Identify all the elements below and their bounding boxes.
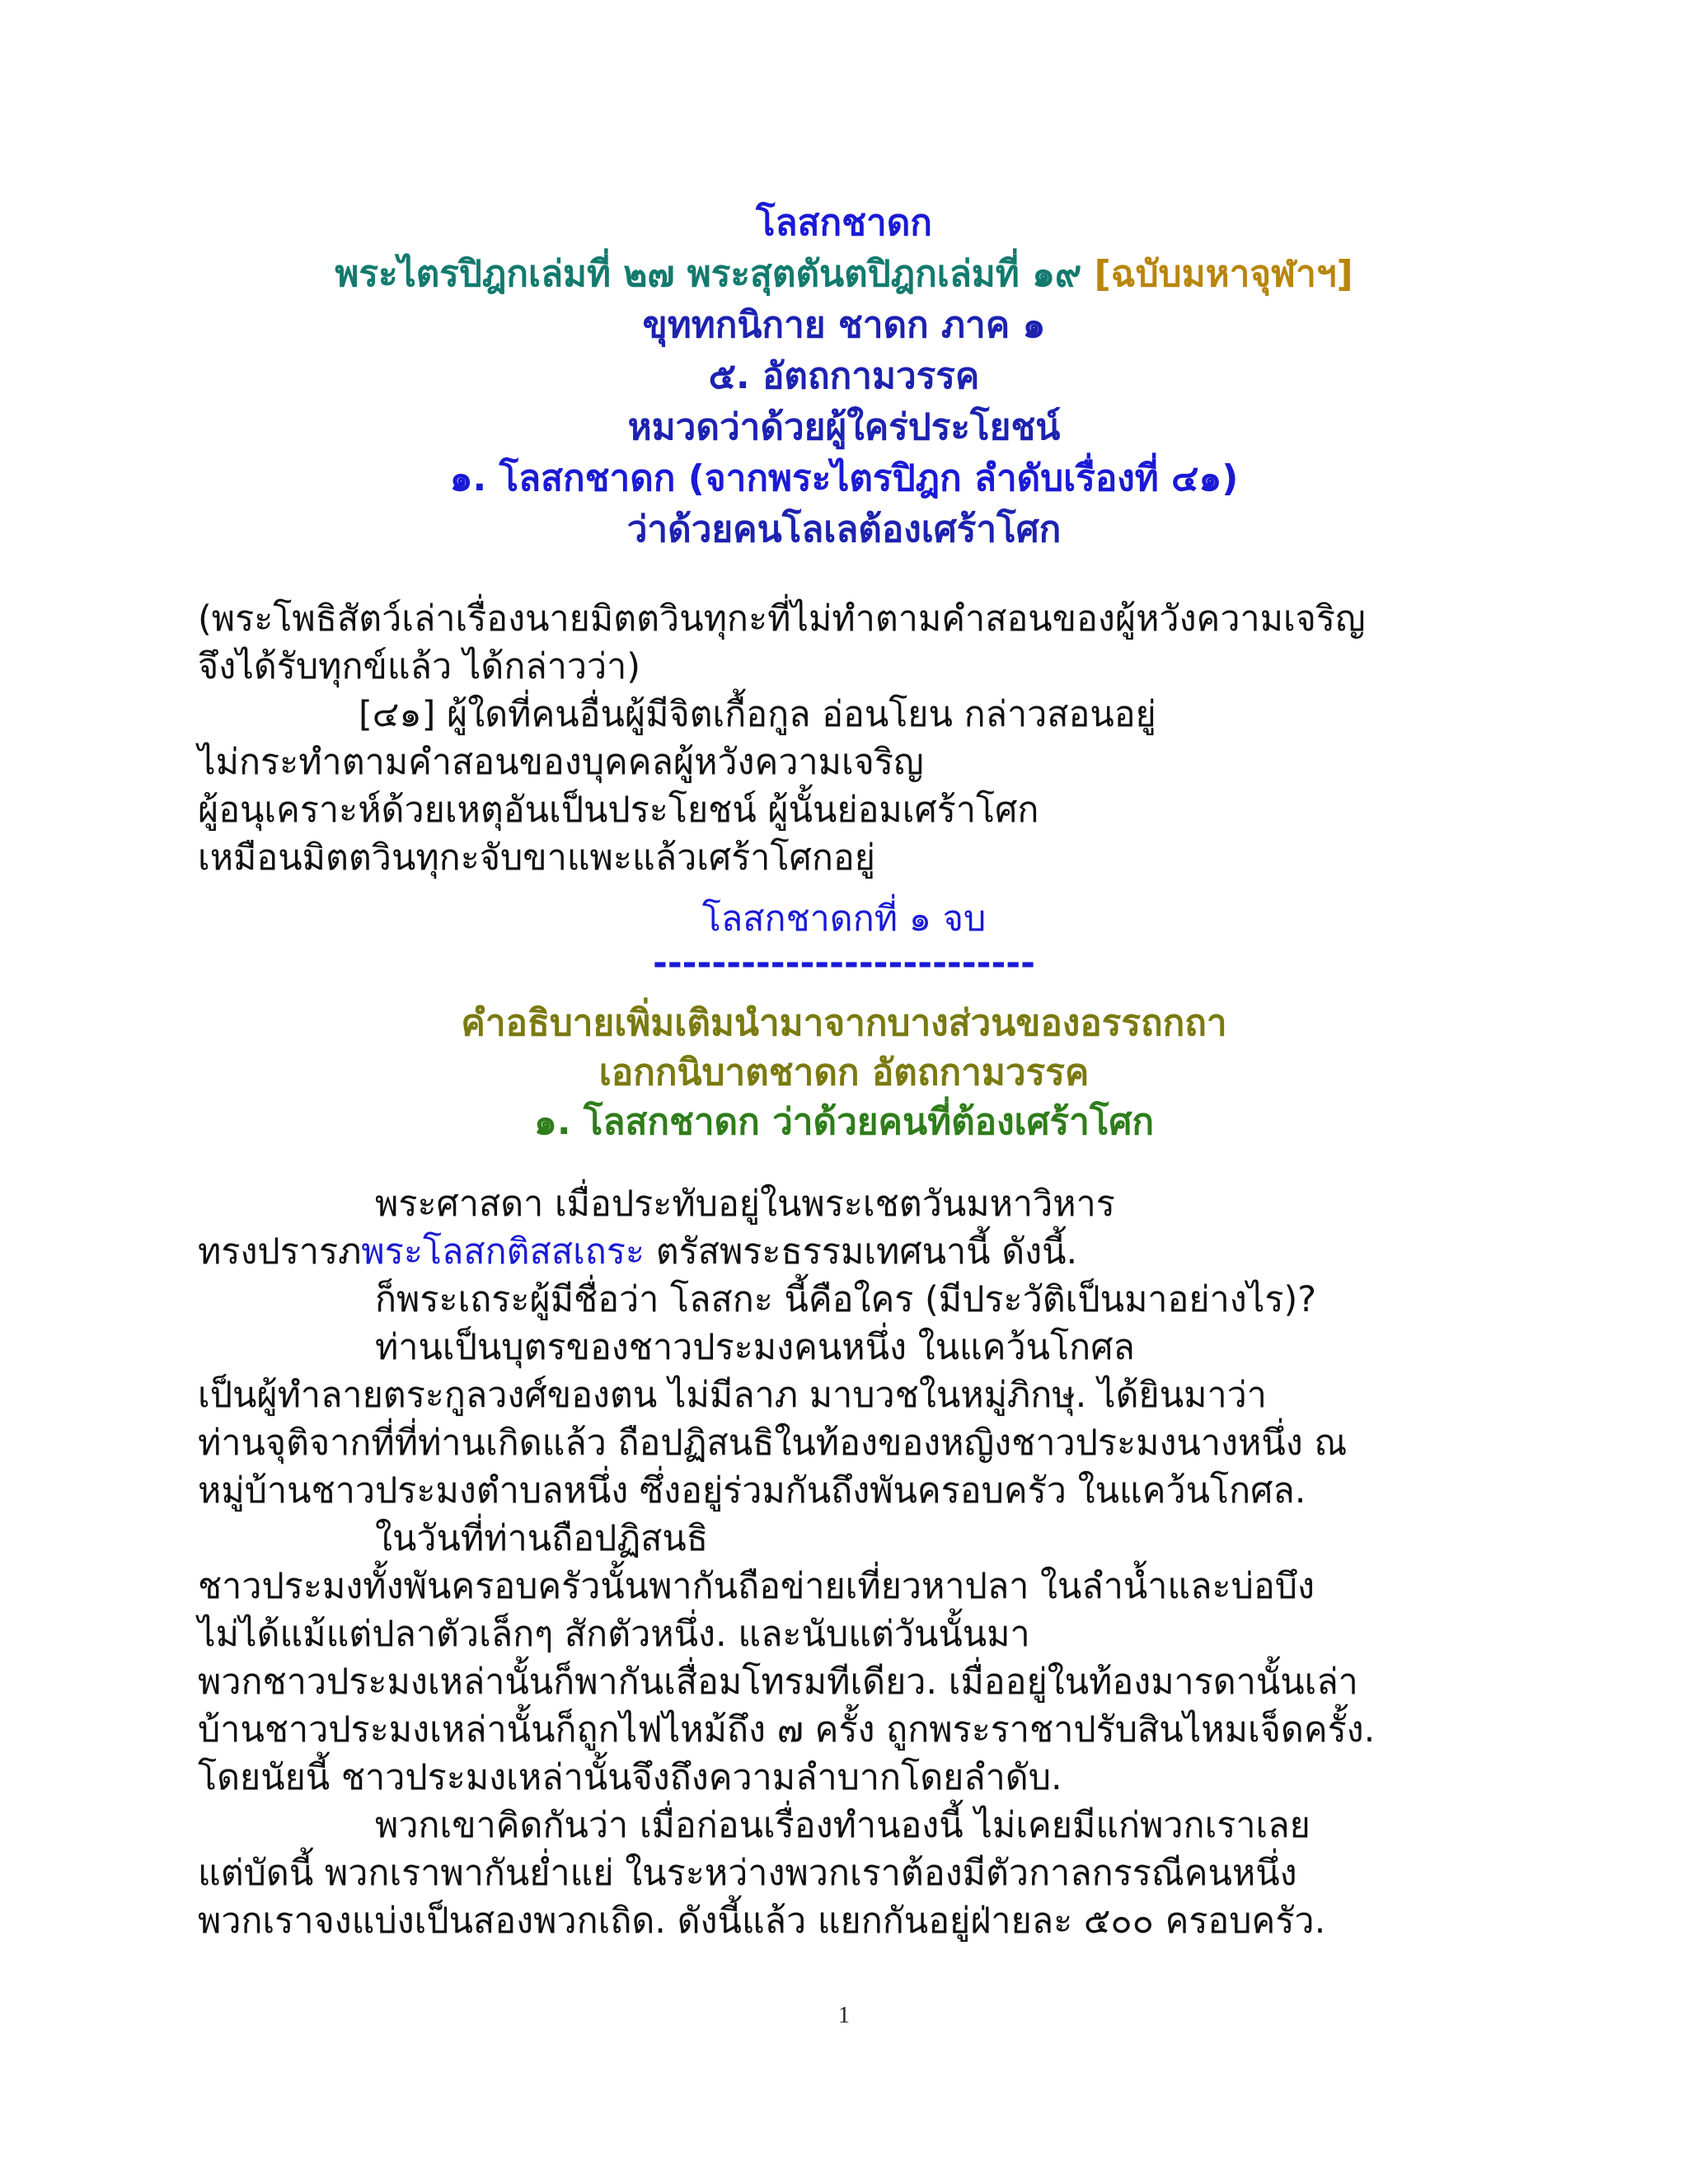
paragraph-line: ชาวประมงทั้งพันครอบครัวนั้นพากันถือข่ายเที่ยวหาปลา ในลำน้ำและบ่อบึง <box>198 1566 1315 1607</box>
paragraph-line: หมู่บ้านชาวประมงตำบลหนึ่ง ซึ่งอยู่ร่วมกันถึงพันครอบครัว ในแคว้นโกศล. <box>198 1470 1306 1511</box>
paragraph-line: พวกเราจงแบ่งเป็นสองพวกเถิด. ดังนี้แล้ว แยกกันอยู่ฝ่ายละ ๕๐๐ ครอบครัว. <box>198 1900 1326 1942</box>
paragraph-line: พวกชาวประมงเหล่านั้นก็พากันเสื่อมโทรมทีเดียว. เมื่ออยู่ในท้องมารดานั้นเล่า <box>198 1661 1358 1703</box>
verse-intro-line: จึงได้รับทุกข์แล้ว ได้กล่าวว่า) <box>198 646 641 687</box>
story-title: ๑. โลสกชาดก (จากพระไตรปิฎก ลำดับเรื่องที่ ๔๑) <box>449 457 1239 499</box>
paragraph-line: เป็นผู้ทำลายตระกูลวงศ์ของตน ไม่มีลาภ มาบวชในหมู่ภิกษุ. ได้ยินมาว่า <box>198 1375 1267 1416</box>
page-number: 1 <box>838 2003 850 2028</box>
doc-title: โลสกชาดก <box>756 202 932 244</box>
paragraph-line: ก็พระเถระผู้มีชื่อว่า โลสกะ นี้คือใคร (มีประวัติเป็นมาอย่างไร)? <box>375 1279 1317 1320</box>
section-divider: -------------------------- <box>652 943 1035 984</box>
paragraph-line: โดยนัยนี้ ชาวประมงเหล่านั้นจึงถึงความลำบากโดยลำดับ. <box>198 1757 1062 1798</box>
paragraph-line: ในวันที่ท่านถือปฏิสนธิ <box>375 1518 709 1559</box>
verse-line: ไม่กระทำตามคำสอนของบุคคลผู้หวังความเจริญ <box>198 742 924 783</box>
paragraph-line: ท่านเป็นบุตรของชาวประมงคนหนึ่ง ในแคว้นโกศล <box>375 1327 1135 1368</box>
title-block <box>132 198 1556 555</box>
paragraph-line: บ้านชาวประมงเหล่านั้นก็ถูกไฟไหม้ถึง ๗ ครั้ง ถูกพระราชาปรับสินไหมเจ็ดครั้ง. <box>198 1709 1376 1750</box>
commentary-body <box>198 1180 1550 1945</box>
commentary-source: เอกกนิบาตชาดก อัตถกามวรรค <box>598 1052 1090 1094</box>
commentary-title: คำอธิบายเพิ่มเติมนำมาจากบางส่วนของอรรถกถา <box>461 1002 1227 1044</box>
story-subtitle: ว่าด้วยคนโลเลต้องเศร้าโศก <box>626 509 1062 551</box>
verse-intro-line: (พระโพธิสัตว์เล่าเรื่องนายมิตตวินทุกะที่ไม่ทำตามคำสอนของผู้หวังความเจริญ <box>198 598 1366 640</box>
paragraph-line <box>198 1228 1550 1276</box>
paragraph-line: พระศาสดา เมื่อประทับอยู่ในพระเชตวันมหาวิหาร <box>375 1183 1115 1225</box>
verse-line: ผู้อนุเคราะห์ด้วยเหตุอันเป็นประโยชน์ ผู้นั้นย่อมเศร้าโศก <box>198 790 1039 831</box>
end-marker: โลสกชาดกที่ ๑ จบ <box>701 898 987 940</box>
text-span: ตรัสพระธรรมเทศนานี้ ดังนี้. <box>645 1231 1078 1272</box>
source-line <box>132 249 1556 300</box>
elder-name-link[interactable]: พระโลสกติสสเถระ <box>361 1231 645 1272</box>
commentary-header <box>132 999 1556 1147</box>
commentary-story-title: ๑. โลสกชาดก ว่าด้วยคนที่ต้องเศร้าโศก <box>533 1101 1155 1143</box>
paragraph-line: พวกเขาคิดกันว่า เมื่อก่อนเรื่องทำนองนี้ ไม่เคยมีแก่พวกเราเลย <box>375 1805 1311 1846</box>
chapter-title: ๕. อัตถกามวรรค <box>708 355 980 397</box>
text-span: ทรงปรารภ <box>198 1231 362 1272</box>
paragraph-line: ไม่ได้แม้แต่ปลาตัวเล็กๆ สักตัวหนึ่ง. และนับแต่วันนั้นมา <box>198 1614 1030 1655</box>
verse-line: เหมือนมิตตวินทุกะจับขาแพะแล้วเศร้าโศกอยู่ <box>198 837 875 879</box>
verse-line: [๔๑] ผู้ใดที่คนอื่นผู้มีจิตเกื้อกูล อ่อนโยน กล่าวสอนอยู่ <box>359 694 1156 735</box>
verse-section <box>198 595 1550 882</box>
collection-title: ขุททกนิกาย ชาดก ภาค ๑ <box>642 304 1046 346</box>
paragraph-line: ท่านจุติจากที่ที่ท่านเกิดแล้ว ถือปฏิสนธิในท้องของหญิงชาวประมงนางหนึ่ง ณ <box>198 1422 1348 1464</box>
chapter-meaning: หมวดว่าด้วยผู้ใคร่ประโยชน์ <box>627 406 1061 448</box>
source-main: พระไตรปิฎกเล่มที่ ๒๗ พระสุตตันตปิฎกเล่มที่ ๑๙ <box>335 253 1082 295</box>
paragraph-line: แต่บัดนี้ พวกเราพากันย่ำแย่ ในระหว่างพวกเราต้องมีตัวกาลกรรณีคนหนึ่ง <box>198 1853 1297 1894</box>
source-edition: [ฉบับมหาจุฬาฯ] <box>1094 253 1353 295</box>
